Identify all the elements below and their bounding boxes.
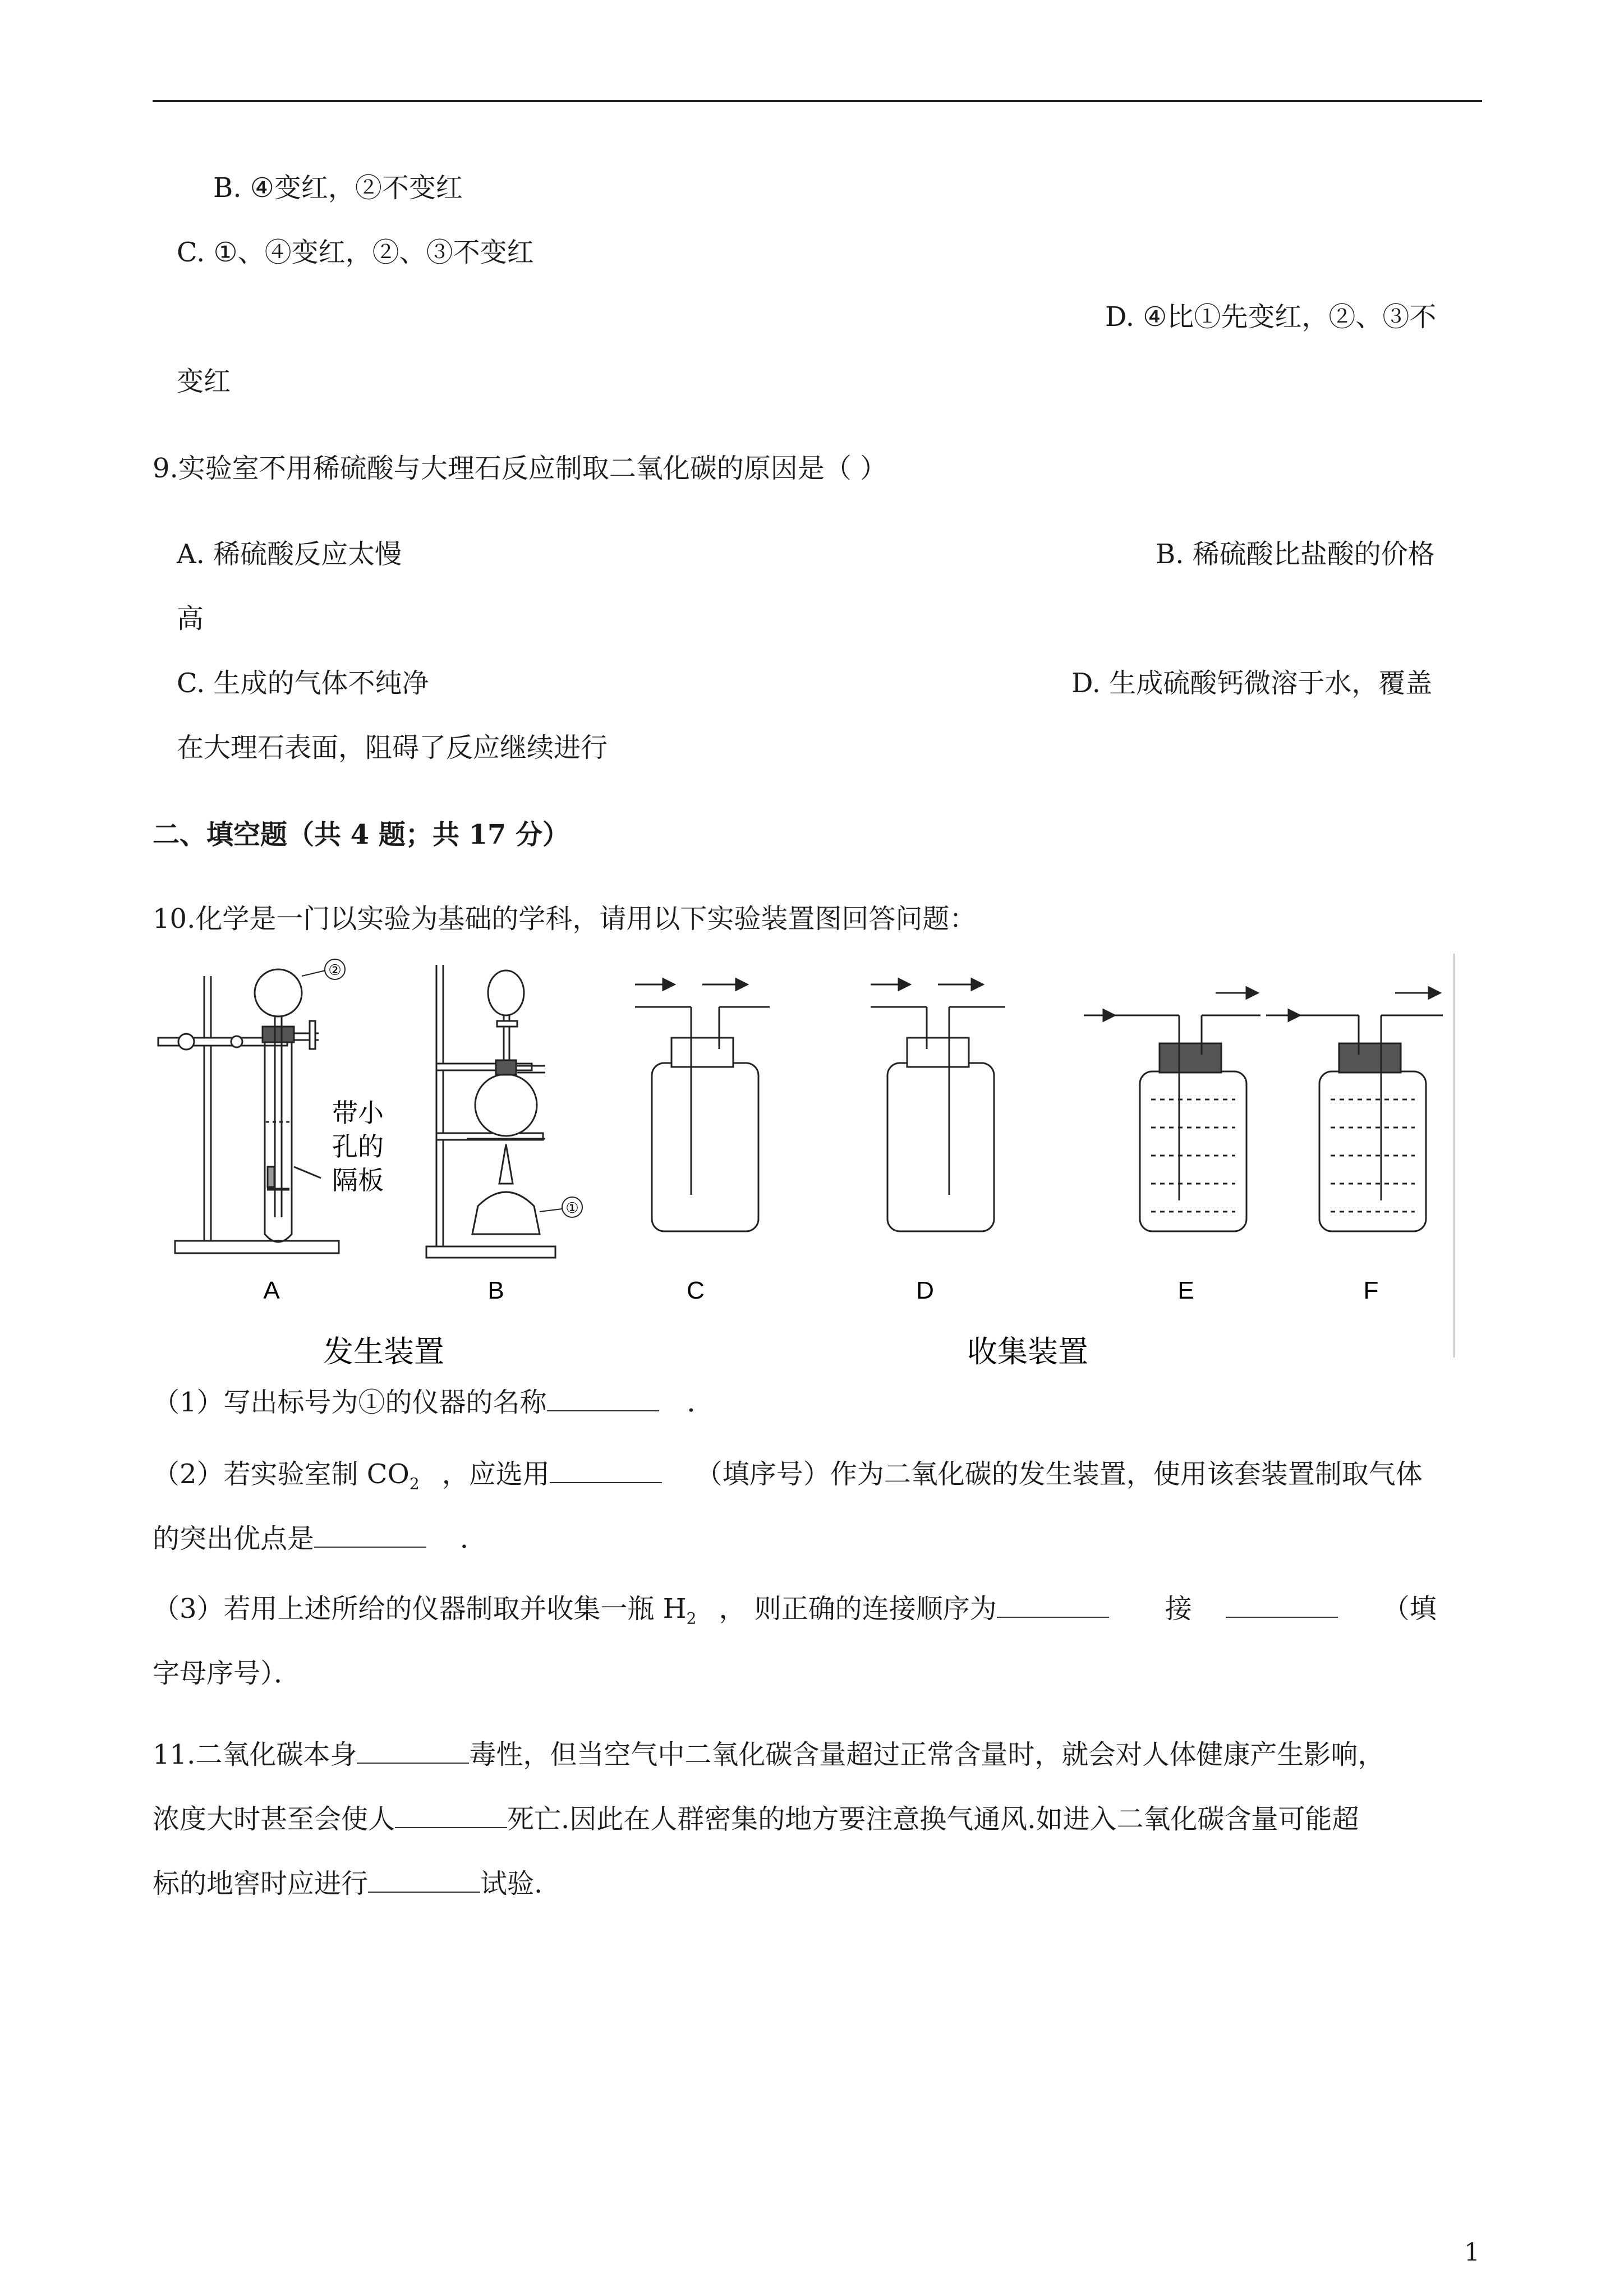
q11-line2: 浓度大时甚至会使人 死亡.因此在人群密集的地方要注意换气通风.如进入二氧化碳含量可能超 <box>153 1803 1359 1835</box>
apparatus-e <box>1084 987 1260 1231</box>
answer-blank-6[interactable] <box>357 1738 469 1764</box>
q9-stem: 9.实验室不用稀硫酸与大理石反应制取二氧化碳的原因是（ ） <box>153 453 887 484</box>
q9-option-b-cont: 高 <box>177 603 204 634</box>
answer-blank-1[interactable] <box>547 1386 659 1411</box>
q10-part3-cont: 字母序号）． <box>153 1658 301 1689</box>
partition-label-3: 隔板 <box>332 1166 384 1195</box>
answer-blank-2[interactable] <box>550 1457 662 1483</box>
q9-option-a: A. 稀硫酸反应太慢 <box>177 539 402 570</box>
answer-blank-4[interactable] <box>997 1592 1109 1618</box>
q11-line3: 标的地窖时应进行 试验. <box>153 1868 543 1899</box>
answer-blank-7[interactable] <box>395 1802 507 1828</box>
q8-option-d-cont: 变红 <box>177 366 231 397</box>
label-f: F <box>1363 1277 1379 1304</box>
q8-option-d: D. ④比①先变红，②、③不 <box>1105 301 1437 333</box>
answer-blank-5[interactable] <box>1226 1592 1338 1618</box>
apparatus-c <box>635 979 770 1231</box>
q10-part2: （2）若实验室制 $CO_2$ ，应选用 （填序号）作为二氧化碳的发生装置，使用该套装置制取气体 <box>153 1458 1423 1493</box>
q10-part1: （1）写出标号为①的仪器的名称 ． <box>153 1387 714 1418</box>
q10-stem: 10.化学是一门以实验为基础的学科，请用以下实验装置图回答问题： <box>153 903 977 935</box>
section-title: 二、填空题（共 4 题；共 17 分） <box>153 819 570 850</box>
apparatus-d <box>871 979 1005 1231</box>
q10-part2-cont: 的突出优点是 ． <box>153 1523 487 1554</box>
mark-1: ① <box>565 1199 579 1216</box>
apparatus-a <box>158 969 339 1253</box>
apparatus-figure <box>153 954 1460 1380</box>
page-number: 1 <box>1464 2238 1480 2267</box>
apparatus-f <box>1266 987 1443 1231</box>
label-b: B <box>487 1277 504 1304</box>
partition-label-2: 孔的 <box>332 1132 384 1161</box>
answer-blank-8[interactable] <box>368 1867 480 1893</box>
q8-option-c: C. ①、④变红，②、③不变红 <box>177 237 534 268</box>
partition-label-1: 带小 <box>332 1098 384 1128</box>
apparatus-b <box>426 965 555 1258</box>
label-e: E <box>1177 1277 1194 1304</box>
caption-collection: 收集装置 <box>967 1335 1088 1369</box>
q10-part3: （3）若用上述所给的仪器制取并收集一瓶 $H_2$ ， 则正确的连接顺序为 接 （填 <box>153 1593 1437 1628</box>
q8-option-b: B. ④变红，②不变红 <box>213 172 463 204</box>
q9-option-c: C. 生成的气体不纯净 <box>177 668 429 699</box>
mark-2: ② <box>328 961 342 978</box>
q11-line1: 11.二氧化碳本身 毒性，但当空气中二氧化碳含量超过正常含量时，就会对人体健康产生影响， <box>153 1739 1385 1770</box>
label-d: D <box>916 1277 934 1304</box>
label-c: C <box>687 1277 705 1304</box>
header-rule <box>153 100 1482 102</box>
q9-option-d-cont: 在大理石表面，阻碍了反应继续进行 <box>177 732 608 763</box>
q9-option-d: D. 生成硫酸钙微溶于水，覆盖 <box>1071 668 1433 699</box>
caption-generation: 发生装置 <box>323 1335 444 1369</box>
q9-option-b: B. 稀硫酸比盐酸的价格 <box>1156 539 1435 570</box>
answer-blank-3[interactable] <box>314 1522 426 1548</box>
label-a: A <box>263 1277 280 1304</box>
